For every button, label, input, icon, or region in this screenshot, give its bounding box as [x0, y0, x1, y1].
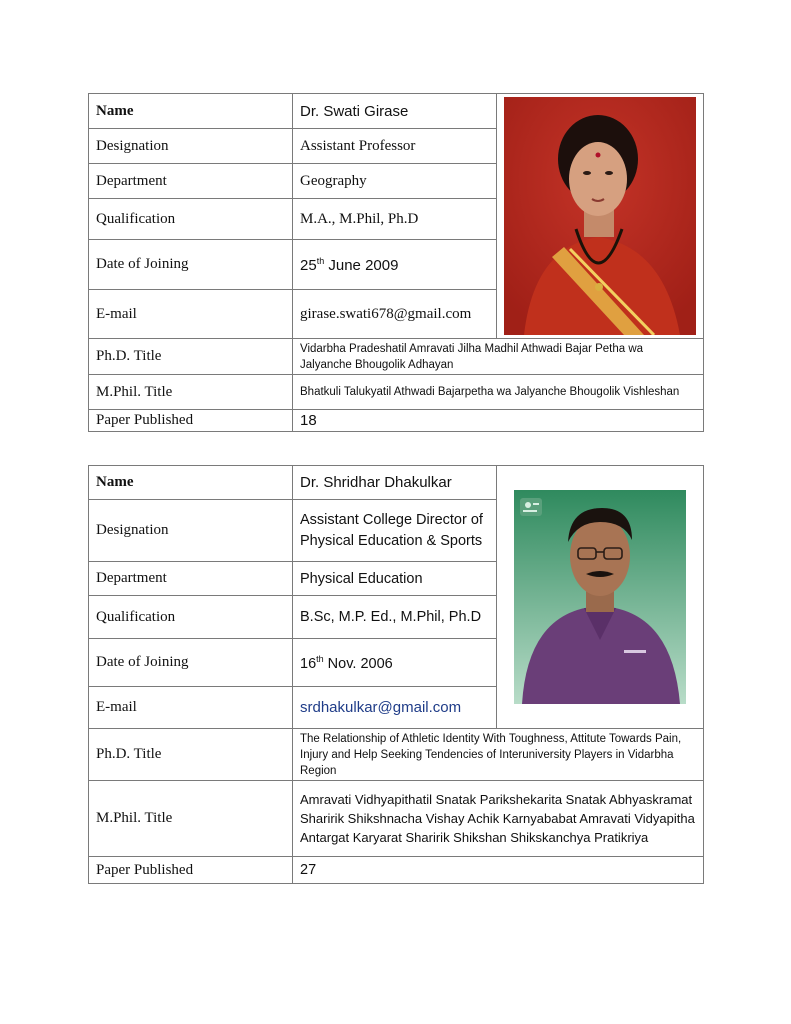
date-of-joining-label: Date of Joining: [89, 639, 293, 687]
email-value[interactable]: srdhakulkar@gmail.com: [293, 687, 497, 729]
qualification-label: Qualification: [89, 199, 293, 240]
woman-portrait-photo-icon: [504, 97, 696, 335]
photo-cell: [497, 466, 704, 729]
phd-title-value: Vidarbha Pradeshatil Amravati Jilha Madhil Athwadi Bajar Petha wa Jalyanche Bhougolik Adhayan: [293, 339, 704, 375]
mphil-title-label: M.Phil. Title: [89, 781, 293, 857]
profile-table-2: [88, 465, 704, 884]
doj-suffix: th: [316, 653, 324, 664]
phd-title-label: Ph.D. Title: [89, 339, 293, 375]
email-label: E-mail: [89, 687, 293, 729]
designation-value: Assistant College Director of Physical Education & Sports: [293, 500, 497, 562]
mphil-title-label: M.Phil. Title: [89, 375, 293, 410]
department-label: Department: [89, 562, 293, 596]
email-value[interactable]: girase.swati678@gmail.com: [293, 290, 497, 339]
date-of-joining-value: [293, 240, 497, 290]
phd-title-label: Ph.D. Title: [89, 729, 293, 781]
paper-published-label: Paper Published: [89, 410, 293, 432]
qualification-value: B.Sc, M.P. Ed., M.Phil, Ph.D: [293, 596, 497, 639]
date-of-joining-label: Date of Joining: [89, 240, 293, 290]
doj-day: 25: [300, 256, 317, 274]
doj-day: 16: [300, 655, 317, 672]
mphil-title-value: Amravati Vidhyapithatil Snatak Parikshekarita Snatak Abhyaskramat Sharirik Shikshnacha Vishay Achik Karnyababat Amravati Vidyapitha Antargat Karyarat Sharirik Shikshan Shikskanchya Pratikriya: [293, 781, 704, 857]
designation-label: Designation: [89, 500, 293, 562]
profile-table-1: [88, 93, 704, 432]
qualification-label: Qualification: [89, 596, 293, 639]
department-label: Department: [89, 164, 293, 199]
paper-published-value: 18: [293, 410, 704, 432]
paper-published-label: Paper Published: [89, 857, 293, 884]
doj-rest: June 2009: [324, 256, 399, 274]
paper-published-value: 27: [293, 857, 704, 884]
man-portrait-photo-icon: [514, 490, 686, 704]
mphil-title-value: Bhatkuli Talukyatil Athwadi Bajarpetha wa Jalyanche Bhougolik Vishleshan: [293, 375, 704, 410]
profile-badge-icon: [520, 498, 542, 516]
photo-cell: [497, 94, 704, 339]
department-value: Physical Education: [293, 562, 497, 596]
qualification-value: M.A., M.Phil, Ph.D: [293, 199, 497, 240]
phd-title-value: The Relationship of Athletic Identity With Toughness, Attitute Towards Pain, Injury and Help Seeking Tendencies of Interuniversity Players in Vidarbha Region: [293, 729, 704, 781]
name-label: Name: [89, 466, 293, 500]
designation-label: Designation: [89, 129, 293, 164]
department-value: Geography: [293, 164, 497, 199]
name-value: Dr. Swati Girase: [293, 94, 497, 129]
date-of-joining-value: [293, 639, 497, 687]
doj-suffix: th: [316, 255, 325, 266]
doj-rest: Nov. 2006: [323, 655, 393, 672]
email-label: E-mail: [89, 290, 293, 339]
name-label: Name: [89, 94, 293, 129]
designation-value: Assistant Professor: [293, 129, 497, 164]
name-value: Dr. Shridhar Dhakulkar: [293, 466, 497, 500]
